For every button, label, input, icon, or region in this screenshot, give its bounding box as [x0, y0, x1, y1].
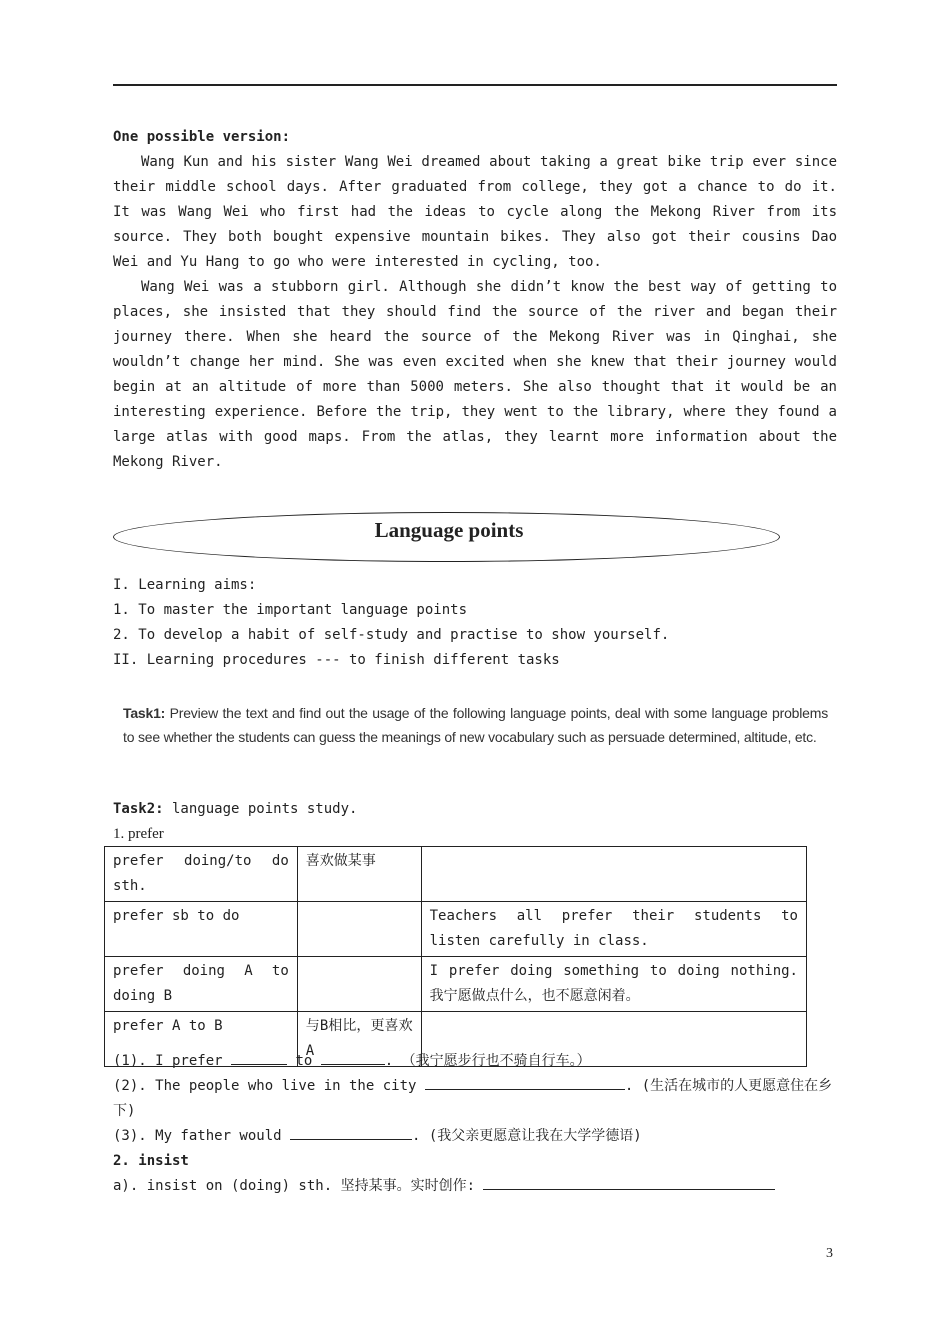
table-cell-meaning: 与B相比，更喜欢A	[297, 1012, 421, 1067]
version-paragraph-1: Wang Kun and his sister Wang Wei dreamed about taking a great bike trip ever since their middle school days. After graduated from college, they got a chance to do it. It was Wang Wei who first had the ideas to cycle along the Mekong River from its source. They both bought expensive mountain bikes. They also got their cousins Dao Wei and Yu Hang to go who were interested in cycling, too.	[113, 154, 837, 270]
header-rule	[113, 84, 837, 86]
table-cell-example: Teachers all prefer their students to listen carefully in class.	[421, 902, 806, 957]
exercise-3-start: (3). My father would	[113, 1128, 282, 1144]
aims-list	[113, 573, 837, 673]
table-cell-meaning	[297, 957, 421, 1012]
exercise-2	[113, 1074, 837, 1124]
exercise-1-mid: to	[295, 1053, 313, 1069]
table-row	[105, 847, 807, 902]
task1-box	[123, 701, 828, 749]
table-cell-example: I prefer doing something to doing nothing. 我宁愿做点什么，也不愿意闲着。	[421, 957, 806, 1012]
insist-item-a-text: a). insist on (doing) sth. 坚持某事。实时创作:	[113, 1178, 476, 1194]
table-cell-pattern: prefer doing/to do sth.	[105, 847, 298, 902]
exercise-1-blank-a[interactable]	[231, 1050, 287, 1065]
exercise-1	[113, 1049, 837, 1074]
prefer-exercises	[113, 1049, 837, 1199]
task2-text: language points study.	[163, 801, 358, 817]
table-row	[105, 957, 807, 1012]
aims-item: II. Learning procedures --- to finish different tasks	[113, 652, 560, 668]
exercise-1-blank-b[interactable]	[321, 1050, 385, 1065]
exercise-2-end: . (生活在城市的人更愿意住在乡下)	[113, 1078, 833, 1119]
table-cell-pattern: prefer doing A to doing B	[105, 957, 298, 1012]
aims-item: 1. To master the important language points	[113, 602, 468, 618]
version-heading: One possible version:	[113, 129, 291, 145]
task2	[113, 797, 837, 822]
exercise-3	[113, 1124, 837, 1149]
section-title: Language points	[374, 518, 524, 542]
exercise-1-start: (1). I prefer	[113, 1053, 223, 1069]
insist-item-a	[113, 1174, 837, 1199]
task2-label: Task2:	[113, 801, 164, 817]
table-cell-pattern: prefer A to B	[105, 1012, 298, 1067]
version-section	[113, 125, 837, 475]
table-cell-example	[421, 847, 806, 902]
prefer-heading: 1. prefer	[113, 826, 164, 842]
table-cell-meaning: 喜欢做某事	[297, 847, 421, 902]
task1-label: Task1:	[123, 705, 166, 721]
exercise-2-blank[interactable]	[425, 1075, 625, 1090]
table-cell-pattern: prefer sb to do	[105, 902, 298, 957]
task1-text: Preview the text and find out the usage of the following language points, deal with some language problems to see whether the students can guess the meanings of new vocabulary such as persuade determined, altitude, etc.	[123, 705, 828, 745]
exercise-3-end: . (我父亲更愿意让我在大学学德语)	[412, 1128, 642, 1144]
table-cell-meaning	[297, 902, 421, 957]
exercise-3-blank[interactable]	[290, 1125, 412, 1140]
page-number: 3	[826, 1246, 833, 1261]
insist-item-a-blank[interactable]	[483, 1175, 775, 1190]
insist-heading: 2. insist	[113, 1153, 189, 1169]
aims-item: 2. To develop a habit of self-study and practise to show yourself.	[113, 627, 670, 643]
exercise-2-start: (2). The people who live in the city	[113, 1078, 417, 1094]
prefer-table	[104, 846, 807, 1067]
version-paragraph-2: Wang Wei was a stubborn girl. Although she didn’t know the best way of getting to places, she insisted that they should find the source of the river and began their journey there. When she heard the source of the Mekong River was in Qinghai, she wouldn’t change her mind. She was even excited when she knew that their journey would begin at an altitude of more than 5000 meters. She also thought that it would be an interesting experience. Before the trip, they went to the library, where they found a large atlas with good maps. From the atlas, they learnt more information about the Mekong River.	[113, 279, 837, 470]
table-row	[105, 902, 807, 957]
aims-item: I. Learning aims:	[113, 577, 257, 593]
exercise-1-end: . （我宁愿步行也不骑自行车。）	[384, 1053, 591, 1069]
